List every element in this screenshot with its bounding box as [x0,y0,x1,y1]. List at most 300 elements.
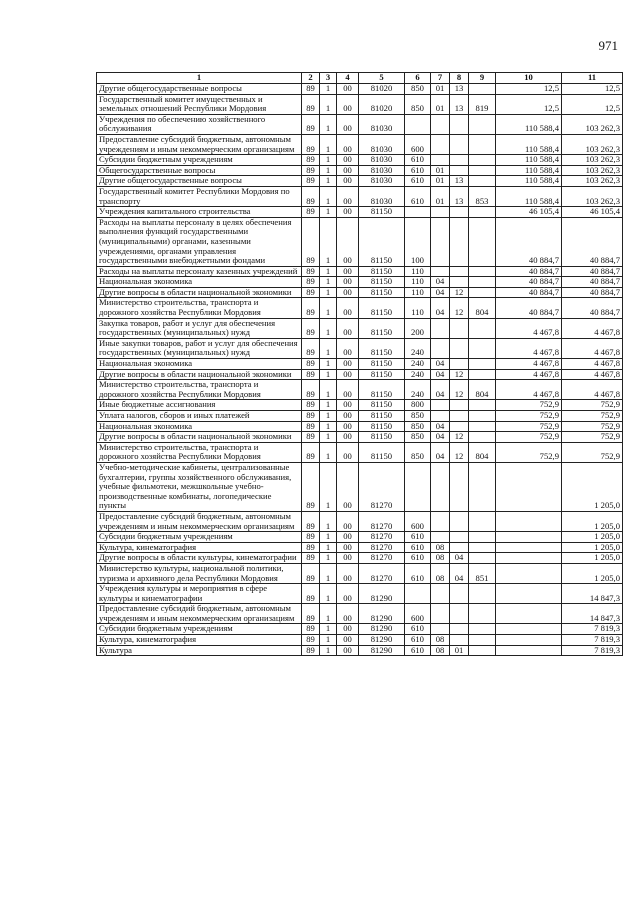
cell-vr: 850 [405,94,431,114]
cell-subsection: 1 [320,563,337,583]
cell-section: 89 [302,400,320,411]
budget-table [96,72,623,656]
cell-pr: 01 [450,645,469,656]
cell-group: 00 [337,645,359,656]
cell-section: 89 [302,411,320,422]
cell-sum-2024: 46 105,4 [496,207,562,218]
cell-section: 89 [302,186,320,206]
cell-rz: 01 [431,176,450,187]
cell-section: 89 [302,338,320,358]
cell-group: 00 [337,266,359,277]
cell-section: 89 [302,604,320,624]
cell-sum-2025: 4 467,8 [562,380,623,400]
cell-sum-2025: 1 205,0 [562,542,623,553]
cell-sum-2025: 1 205,0 [562,563,623,583]
cell-grbs: 804 [469,298,496,318]
cell-sum-2025: 103 262,3 [562,186,623,206]
cell-grbs: 819 [469,94,496,114]
cell-target: 81150 [359,359,405,370]
cell-pr: 12 [450,380,469,400]
cell-target: 81270 [359,511,405,531]
cell-vr: 610 [405,553,431,564]
cell-vr [405,207,431,218]
cell-subsection: 1 [320,400,337,411]
cell-pr [450,511,469,531]
cell-pr: 12 [450,442,469,462]
cell-pr [450,114,469,134]
cell-sum-2024 [496,645,562,656]
cell-sum-2025: 752,9 [562,400,623,411]
cell-grbs [469,645,496,656]
cell-sum-2024: 4 467,8 [496,338,562,358]
cell-pr [450,532,469,543]
table-row [97,266,623,277]
cell-rz [431,155,450,166]
table-row [97,511,623,531]
cell-group: 00 [337,277,359,288]
cell-rz: 04 [431,432,450,443]
cell-subsection: 1 [320,114,337,134]
column-header: 6 [405,73,431,84]
cell-section: 89 [302,176,320,187]
cell-group: 00 [337,186,359,206]
cell-subsection: 1 [320,624,337,635]
cell-rz: 04 [431,359,450,370]
table-row [97,624,623,635]
cell-section: 89 [302,584,320,604]
cell-section: 89 [302,442,320,462]
cell-name: Уплата налогов, сборов и иных платежей [97,411,302,422]
cell-vr: 610 [405,155,431,166]
cell-sum-2025: 12,5 [562,84,623,95]
cell-section: 89 [302,369,320,380]
cell-group: 00 [337,553,359,564]
cell-grbs [469,584,496,604]
cell-sum-2025: 103 262,3 [562,155,623,166]
cell-target: 81020 [359,94,405,114]
cell-target: 81290 [359,584,405,604]
cell-name: Государственный комитет Республики Мордовия по транспорту [97,186,302,206]
cell-sum-2024: 40 884,7 [496,287,562,298]
cell-name: Министерство культуры, национальной политики, туризма и архивного дела Республики Мордовия [97,563,302,583]
cell-pr [450,604,469,624]
cell-grbs [469,553,496,564]
cell-name: Предоставление субсидий бюджетным, автономным учреждениям и иным некоммерческим организациям [97,511,302,531]
cell-sum-2024: 40 884,7 [496,217,562,266]
cell-pr [450,624,469,635]
cell-target: 81150 [359,421,405,432]
cell-pr: 13 [450,84,469,95]
column-header: 4 [337,73,359,84]
cell-target: 81150 [359,277,405,288]
cell-sum-2024: 40 884,7 [496,277,562,288]
cell-grbs [469,624,496,635]
cell-name: Культура, кинематография [97,635,302,646]
cell-subsection: 1 [320,411,337,422]
cell-target: 81020 [359,84,405,95]
cell-grbs: 804 [469,380,496,400]
cell-section: 89 [302,318,320,338]
cell-target: 81150 [359,217,405,266]
cell-group: 00 [337,318,359,338]
cell-subsection: 1 [320,94,337,114]
cell-pr [450,584,469,604]
cell-rz [431,134,450,154]
cell-section: 89 [302,155,320,166]
table-row [97,287,623,298]
cell-pr: 12 [450,432,469,443]
cell-rz [431,624,450,635]
cell-rz: 08 [431,553,450,564]
cell-sum-2024: 40 884,7 [496,298,562,318]
cell-rz [431,114,450,134]
table-row [97,338,623,358]
cell-group: 00 [337,624,359,635]
cell-pr [450,207,469,218]
cell-pr [450,165,469,176]
cell-grbs: 804 [469,442,496,462]
cell-sum-2024: 4 467,8 [496,318,562,338]
cell-vr: 610 [405,635,431,646]
cell-group: 00 [337,421,359,432]
cell-grbs [469,369,496,380]
cell-subsection: 1 [320,217,337,266]
cell-section: 89 [302,532,320,543]
cell-group: 00 [337,114,359,134]
cell-name: Другие вопросы в области национальной экономики [97,369,302,380]
cell-name: Субсидии бюджетным учреждениям [97,532,302,543]
cell-target: 81150 [359,338,405,358]
cell-pr [450,155,469,166]
table-header-row [97,73,623,84]
cell-rz: 08 [431,645,450,656]
table-row [97,134,623,154]
cell-subsection: 1 [320,511,337,531]
column-header: 3 [320,73,337,84]
table-row [97,542,623,553]
cell-sum-2025: 103 262,3 [562,176,623,187]
cell-grbs [469,207,496,218]
table-row [97,532,623,543]
cell-group: 00 [337,155,359,166]
cell-target: 81290 [359,645,405,656]
cell-name: Государственный комитет имущественных и земельных отношений Республики Мордовия [97,94,302,114]
cell-vr: 610 [405,532,431,543]
cell-sum-2025: 103 262,3 [562,165,623,176]
cell-group: 00 [337,604,359,624]
cell-name: Иные бюджетные ассигнования [97,400,302,411]
cell-rz: 01 [431,94,450,114]
cell-name: Общегосударственные вопросы [97,165,302,176]
cell-target: 81030 [359,114,405,134]
cell-sum-2025: 7 819,3 [562,645,623,656]
cell-grbs [469,266,496,277]
cell-sum-2024 [496,604,562,624]
cell-vr: 240 [405,380,431,400]
column-header: 5 [359,73,405,84]
cell-sum-2024 [496,584,562,604]
table-row [97,207,623,218]
cell-grbs [469,511,496,531]
cell-vr [405,462,431,511]
cell-rz: 04 [431,298,450,318]
cell-name: Предоставление субсидий бюджетным, автономным учреждениям и иным некоммерческим организациям [97,134,302,154]
cell-sum-2024 [496,635,562,646]
table-row [97,411,623,422]
cell-grbs [469,359,496,370]
cell-group: 00 [337,359,359,370]
table-row [97,400,623,411]
cell-section: 89 [302,635,320,646]
cell-name: Расходы на выплаты персоналу в целях обеспечения выполнения функций государственными (муниципальными) органами, казенными учреждениями, органами управления государственными внебюджетными фондами [97,217,302,266]
cell-sum-2024 [496,624,562,635]
cell-subsection: 1 [320,442,337,462]
cell-subsection: 1 [320,532,337,543]
cell-vr: 200 [405,318,431,338]
cell-subsection: 1 [320,176,337,187]
cell-sum-2024: 752,9 [496,421,562,432]
cell-grbs [469,165,496,176]
column-header: 9 [469,73,496,84]
cell-sum-2024: 40 884,7 [496,266,562,277]
cell-pr: 04 [450,553,469,564]
column-header: 2 [302,73,320,84]
cell-subsection: 1 [320,380,337,400]
table-row [97,421,623,432]
cell-sum-2025: 4 467,8 [562,359,623,370]
cell-group: 00 [337,298,359,318]
cell-subsection: 1 [320,134,337,154]
cell-target: 81290 [359,604,405,624]
cell-section: 89 [302,165,320,176]
cell-vr: 850 [405,421,431,432]
cell-grbs [469,462,496,511]
cell-grbs [469,635,496,646]
cell-section: 89 [302,114,320,134]
cell-rz: 04 [431,287,450,298]
cell-name: Учреждения по обеспечению хозяйственного обслуживания [97,114,302,134]
cell-sum-2025: 1 205,0 [562,553,623,564]
cell-subsection: 1 [320,186,337,206]
cell-group: 00 [337,563,359,583]
cell-pr: 12 [450,298,469,318]
cell-vr: 110 [405,298,431,318]
cell-name: Другие общегосударственные вопросы [97,84,302,95]
cell-group: 00 [337,400,359,411]
table-row [97,165,623,176]
table-row [97,442,623,462]
cell-sum-2024 [496,462,562,511]
cell-sum-2024: 110 588,4 [496,114,562,134]
cell-pr [450,421,469,432]
cell-sum-2025: 40 884,7 [562,217,623,266]
cell-sum-2024: 752,9 [496,432,562,443]
cell-section: 89 [302,421,320,432]
cell-group: 00 [337,84,359,95]
cell-name: Учебно-методические кабинеты, централизованные бухгалтерии, группы хозяйственного обслуживания, учебные фильмотеки, межшкольные учебно-производственные комбинаты, логопедические пункты [97,462,302,511]
cell-sum-2025: 103 262,3 [562,114,623,134]
cell-vr: 800 [405,400,431,411]
table-row [97,432,623,443]
cell-pr: 13 [450,94,469,114]
cell-target: 81030 [359,134,405,154]
cell-group: 00 [337,635,359,646]
cell-sum-2025: 752,9 [562,421,623,432]
cell-grbs [469,84,496,95]
cell-vr: 110 [405,266,431,277]
column-header: 11 [562,73,623,84]
cell-grbs [469,432,496,443]
cell-group: 00 [337,411,359,422]
cell-vr: 600 [405,134,431,154]
cell-target: 81150 [359,266,405,277]
table-row [97,359,623,370]
cell-group: 00 [337,176,359,187]
cell-rz [431,604,450,624]
cell-target: 81150 [359,380,405,400]
cell-pr [450,338,469,358]
table-row [97,114,623,134]
cell-vr: 240 [405,369,431,380]
cell-section: 89 [302,645,320,656]
cell-sum-2025: 40 884,7 [562,266,623,277]
cell-rz: 08 [431,635,450,646]
cell-rz [431,532,450,543]
cell-name: Другие вопросы в области национальной экономики [97,432,302,443]
cell-sum-2025: 4 467,8 [562,338,623,358]
cell-group: 00 [337,207,359,218]
cell-subsection: 1 [320,645,337,656]
cell-sum-2025: 752,9 [562,442,623,462]
cell-group: 00 [337,511,359,531]
cell-subsection: 1 [320,604,337,624]
cell-rz [431,462,450,511]
cell-pr [450,217,469,266]
cell-group: 00 [337,94,359,114]
cell-sum-2025: 4 467,8 [562,369,623,380]
cell-subsection: 1 [320,421,337,432]
cell-name: Министерство строительства, транспорта и дорожного хозяйства Республики Мордовия [97,298,302,318]
cell-sum-2024: 4 467,8 [496,380,562,400]
cell-group: 00 [337,532,359,543]
cell-name: Субсидии бюджетным учреждениям [97,155,302,166]
cell-name: Культура, кинематография [97,542,302,553]
cell-sum-2024: 110 588,4 [496,134,562,154]
table-row [97,298,623,318]
cell-vr: 240 [405,338,431,358]
cell-grbs: 851 [469,563,496,583]
cell-vr [405,114,431,134]
cell-grbs [469,532,496,543]
cell-sum-2024: 12,5 [496,94,562,114]
cell-sum-2024: 12,5 [496,84,562,95]
cell-vr: 610 [405,176,431,187]
cell-target: 81270 [359,553,405,564]
cell-target: 81150 [359,318,405,338]
table-row [97,604,623,624]
cell-subsection: 1 [320,338,337,358]
cell-section: 89 [302,217,320,266]
cell-name: Национальная экономика [97,359,302,370]
cell-subsection: 1 [320,298,337,318]
cell-name: Министерство строительства, транспорта и дорожного хозяйства Республики Мордовия [97,380,302,400]
table-row [97,217,623,266]
cell-sum-2025: 40 884,7 [562,277,623,288]
cell-group: 00 [337,165,359,176]
cell-vr: 100 [405,217,431,266]
table-row [97,369,623,380]
cell-sum-2025: 14 847,3 [562,584,623,604]
cell-section: 89 [302,84,320,95]
cell-pr: 13 [450,176,469,187]
column-header: 8 [450,73,469,84]
cell-vr: 610 [405,542,431,553]
table-row [97,277,623,288]
cell-target: 81290 [359,635,405,646]
cell-target: 81150 [359,369,405,380]
cell-name: Другие вопросы в области национальной экономики [97,287,302,298]
cell-subsection: 1 [320,635,337,646]
cell-section: 89 [302,134,320,154]
cell-grbs [469,217,496,266]
cell-grbs [469,176,496,187]
cell-sum-2024 [496,553,562,564]
cell-sum-2024 [496,542,562,553]
cell-sum-2024: 752,9 [496,411,562,422]
cell-target: 81030 [359,165,405,176]
cell-vr: 610 [405,624,431,635]
cell-target: 81150 [359,432,405,443]
cell-subsection: 1 [320,584,337,604]
cell-rz [431,400,450,411]
cell-section: 89 [302,432,320,443]
table-row [97,186,623,206]
cell-rz: 08 [431,563,450,583]
cell-sum-2025: 4 467,8 [562,318,623,338]
cell-name: Расходы на выплаты персоналу казенных учреждений [97,266,302,277]
cell-subsection: 1 [320,207,337,218]
cell-sum-2024: 4 467,8 [496,359,562,370]
table-row [97,176,623,187]
cell-rz: 04 [431,421,450,432]
cell-vr [405,584,431,604]
cell-vr: 850 [405,432,431,443]
cell-section: 89 [302,207,320,218]
cell-pr [450,462,469,511]
cell-section: 89 [302,624,320,635]
cell-target: 81270 [359,462,405,511]
cell-section: 89 [302,542,320,553]
cell-section: 89 [302,511,320,531]
table-row [97,462,623,511]
cell-sum-2025: 1 205,0 [562,462,623,511]
cell-pr [450,542,469,553]
cell-grbs [469,604,496,624]
cell-pr [450,277,469,288]
cell-sum-2025: 12,5 [562,94,623,114]
table-row [97,635,623,646]
cell-name: Национальная экономика [97,277,302,288]
cell-vr: 610 [405,165,431,176]
cell-group: 00 [337,584,359,604]
cell-name: Предоставление субсидий бюджетным, автономным учреждениям и иным некоммерческим организациям [97,604,302,624]
cell-group: 00 [337,287,359,298]
cell-sum-2024: 110 588,4 [496,186,562,206]
cell-sum-2024: 110 588,4 [496,155,562,166]
cell-subsection: 1 [320,462,337,511]
cell-subsection: 1 [320,84,337,95]
cell-rz: 04 [431,277,450,288]
